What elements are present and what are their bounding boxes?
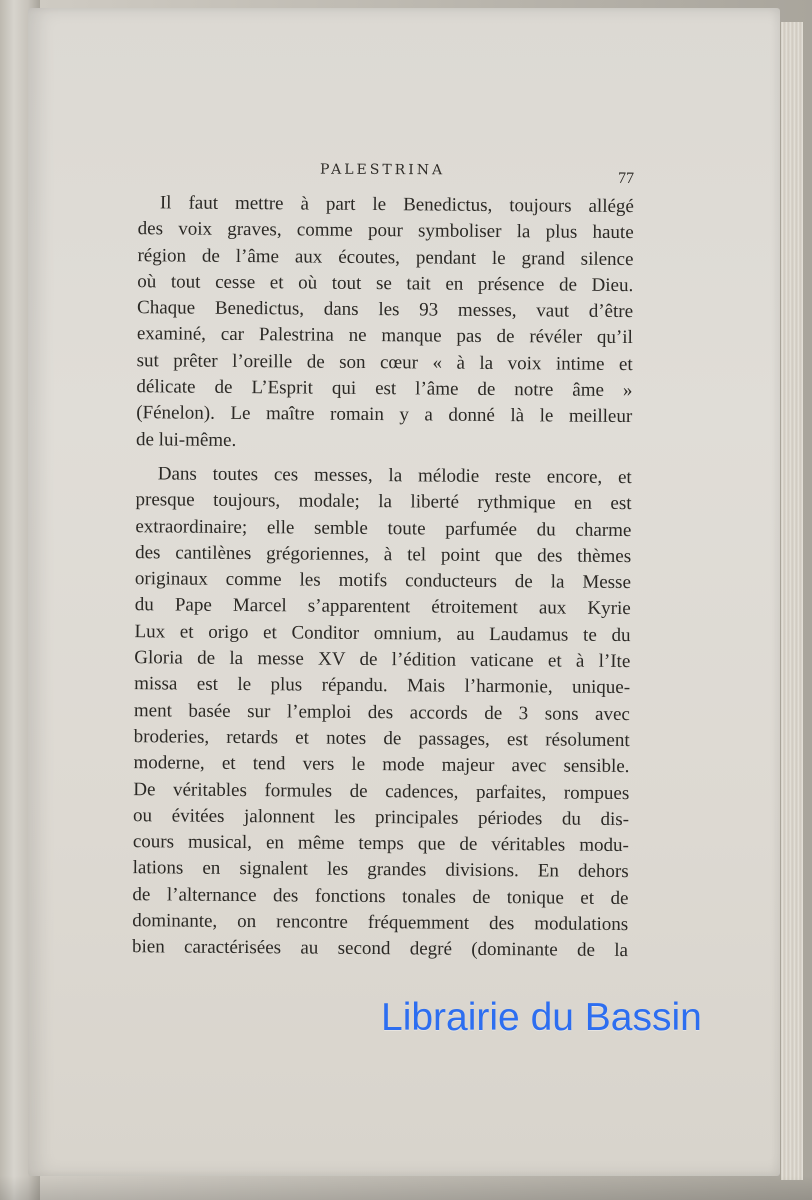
text-line: où tout cesse et où tout se tait en présence de Dieu.: [137, 271, 634, 296]
page-stack-edge: [780, 22, 803, 1180]
text-line: moderne, et tend vers le mode majeur avec sensible.: [133, 752, 630, 778]
text-line: des cantilènes grégoriennes, à tel point que des thèmes: [135, 542, 632, 567]
text-line: examiné, car Palestrina ne manque pas de révéler qu’il: [136, 323, 633, 349]
text-line: Lux et origo et Conditor omnium, au Laudamus te du: [134, 620, 631, 646]
text-line: Chaque Benedictus, dans les 93 messes, vaut d’être: [136, 297, 634, 323]
text-line: ou évitées jalonnent les principales périodes du dis-: [133, 804, 630, 830]
text-line: presque toujours, modale; la liberté rythmique en est: [135, 489, 632, 515]
text-line: du Pape Marcel s’apparentent étroitement aux Kyrie: [134, 594, 631, 620]
text-line: ment basée sur l’emploi des accords de 3 sons avec: [133, 699, 630, 725]
text-line: missa est le plus répandu. Mais l’harmonie, unique-: [134, 673, 631, 699]
text-line: Gloria de la messe XV de l’édition vaticane et à l’Ite: [134, 647, 631, 673]
text-line: Dans toutes ces messes, la mélodie reste encore, et: [157, 463, 632, 489]
text-line: sut prêter l’oreille de son cœur « à la voix intime et: [136, 349, 633, 375]
paragraph-1: [114, 190, 634, 457]
text-line: région de l’âme aux écoutes, pendant le grand silence: [137, 244, 634, 270]
text-line: De véritables formules de cadences, parfaites, rompues: [133, 778, 630, 804]
text-line: des voix graves, comme pour symboliser la plus haute: [137, 218, 634, 244]
text-line: extraordinaire; elle semble toute parfumée du charme: [135, 515, 632, 541]
bottom-shadow: [0, 1176, 812, 1200]
text-line: cours musical, en même temps que de véritables modu-: [132, 831, 629, 857]
text-line: Il faut mettre à part le Benedictus, toujours allégé: [159, 192, 634, 218]
text-line: dominante, on rencontre fréquemment des modulations: [132, 910, 629, 936]
text-line: lations en signalent les grandes divisions. En dehors: [132, 857, 629, 883]
text-line: broderies, retards et notes de passages, est résolument: [133, 726, 630, 751]
page-number: 77: [617, 169, 635, 188]
text-line: de lui-même.: [135, 428, 237, 451]
watermark-text: Librairie du Bassin: [381, 996, 702, 1039]
running-head: PALESTRINA: [319, 161, 446, 179]
text-line: (Fénelon). Le maître romain y a donné là le meilleur: [136, 402, 633, 428]
text-line: bien caractérisées au second degré (dominante de la: [131, 936, 629, 962]
text-line: originaux comme les motifs conducteurs de la Messe: [134, 568, 632, 594]
paragraph-2: [110, 461, 632, 965]
text-line: de l’alternance des fonctions tonales de tonique et de: [132, 883, 629, 909]
text-line: délicate de L’Esprit qui est l’âme de notre âme »: [136, 376, 633, 402]
body-text: [110, 190, 634, 973]
